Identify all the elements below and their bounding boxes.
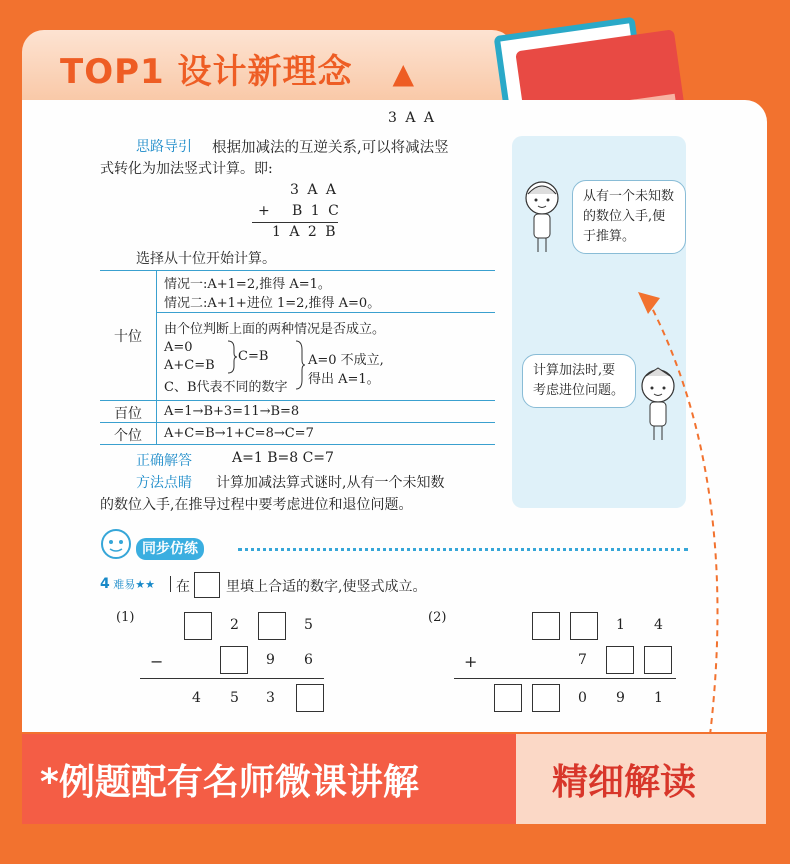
get-a-one: 得出 A=1。	[308, 372, 380, 387]
q-difficulty: 难易★★	[113, 578, 155, 591]
case-1: 情况一:A+1=2,推得 A=1。	[164, 277, 331, 292]
p2-box-r2-3[interactable]	[606, 646, 634, 674]
method-text-2: 的数位入手,在推导过程中要考虑进位和退位问题。	[100, 497, 413, 513]
answer-label: 正确解答	[136, 453, 192, 469]
p1-box-r3-4[interactable]	[296, 684, 324, 712]
vert-plus: +	[258, 203, 270, 219]
p2-label: (2)	[428, 610, 447, 625]
baiwei-label: 百位	[114, 406, 142, 422]
method-label: 方法点睛	[136, 475, 192, 491]
gewei-label: 个位	[114, 428, 142, 444]
q-num: 4	[100, 576, 110, 592]
p1-op: −	[150, 652, 164, 671]
check-text: 由个位判断上面的两种情况是否成立。	[164, 322, 386, 337]
p1-r1-d2: 2	[230, 617, 239, 633]
p1-label: (1)	[116, 610, 135, 625]
vert-row-3: 1 A 2 B	[272, 224, 338, 240]
table-rule-3	[100, 422, 495, 423]
p1-r2-d3: 6	[304, 652, 313, 668]
triangle-icon: ▲	[392, 57, 416, 90]
hint-label: 思路导引	[136, 139, 192, 155]
p2-r1-d4: 4	[654, 617, 663, 633]
banner-title	[60, 44, 415, 93]
p2-box-r2-4[interactable]	[644, 646, 672, 674]
question-number	[100, 576, 155, 592]
answer-box-sample	[194, 572, 220, 598]
vert-row-1: 3 A A	[290, 182, 339, 198]
banner-title-text: TOP1 设计新理念	[60, 52, 353, 92]
p2-r3-d4: 9	[616, 690, 625, 706]
p2-op: +	[464, 652, 478, 671]
method-text-1: 计算加减法算式谜时,从有一个未知数	[216, 475, 445, 491]
case-2: 情况二:A+1+进位 1=2,推得 A=0。	[164, 296, 381, 311]
p2-r3-d5: 1	[654, 690, 663, 706]
a-zero-not: A=0 不成立,	[308, 353, 384, 368]
c-equals-b: C=B	[238, 349, 269, 364]
table-rule-2	[100, 400, 495, 401]
p2-box-r3-1[interactable]	[494, 684, 522, 712]
p1-box-r2-1[interactable]	[220, 646, 248, 674]
p1-r1-d4: 5	[304, 617, 313, 633]
section-dotted-rule	[238, 548, 688, 551]
p1-box-r1-1[interactable]	[184, 612, 212, 640]
brace-icon	[226, 340, 238, 374]
a-plus-c: A+C=B	[164, 358, 215, 373]
footer-left-text: *例题配有名师微课讲解	[40, 762, 419, 803]
table-rule-bottom	[100, 444, 495, 445]
top-line: 3 A A	[388, 110, 437, 126]
p1-r3-d2: 5	[230, 690, 239, 706]
p2-box-r1-2[interactable]	[570, 612, 598, 640]
hint-text-2: 式转化为加法竖式计算。即:	[100, 161, 273, 177]
baiwei-text: A=1→B+3=11→B=8	[164, 404, 300, 419]
p1-r2-d2: 9	[266, 652, 275, 668]
footer-right-text: 精细解读	[552, 762, 697, 803]
cb-diff: C、B代表不同的数字	[164, 380, 288, 395]
girl-cartoon-icon	[520, 176, 564, 256]
p1-r3-d3: 3	[266, 690, 275, 706]
dashed-arrow-icon	[620, 280, 730, 740]
p2-rule	[454, 678, 676, 679]
p1-box-r1-3[interactable]	[258, 612, 286, 640]
mascot-icon	[96, 524, 136, 564]
p1-r3-d1: 4	[192, 690, 201, 706]
p2-box-r1-1[interactable]	[532, 612, 560, 640]
q-text-a: 在	[176, 579, 190, 595]
a-zero: A=0	[164, 340, 193, 355]
table-inner-rule	[156, 312, 495, 313]
answer-text: A=1 B=8 C=7	[232, 450, 334, 466]
p2-r1-d3: 1	[616, 617, 625, 633]
section-title: 同步仿练	[136, 538, 204, 560]
hint-text-1: 根据加减法的互逆关系,可以将减法竖	[212, 140, 449, 156]
tip-bubble-2: 计算加法时,要考虑进位问题。	[522, 354, 636, 408]
vert-row-2: B 1 C	[292, 203, 341, 219]
brace-icon-2	[294, 340, 306, 390]
select-text: 选择从十位开始计算。	[136, 251, 276, 267]
vert-rule	[252, 222, 338, 223]
gewei-text: A+C=B→1+C=8→C=7	[164, 426, 314, 441]
table-rule-top	[100, 270, 495, 271]
p1-rule	[140, 678, 324, 679]
tip-bubble-1: 从有一个未知数的数位入手,便于推算。	[572, 180, 686, 254]
shiwei-label: 十位	[114, 329, 142, 345]
p2-r3-d3: 0	[578, 690, 587, 706]
footer-right	[516, 734, 766, 824]
footer-left	[22, 734, 516, 824]
q-divider	[170, 576, 171, 592]
table-col-rule	[156, 270, 157, 444]
p2-box-r3-2[interactable]	[532, 684, 560, 712]
q-text-b: 里填上合适的数字,使竖式成立。	[226, 579, 427, 595]
p2-r2-d2: 7	[578, 652, 587, 668]
